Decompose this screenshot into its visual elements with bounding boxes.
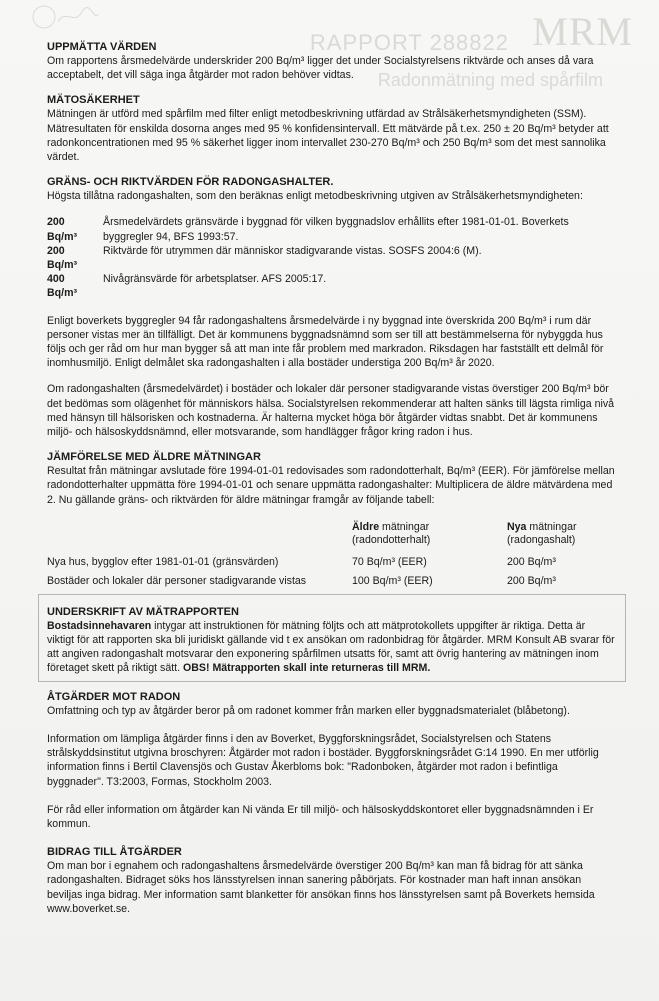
section-paragraph: För råd eller information om åtgärder kan Ni vända Er till miljö- och hälsoskyddskontoret eller byggnadsnämnden i Er kommun. — [47, 803, 594, 830]
section-title: BIDRAG TILL ÅTGÄRDER — [47, 846, 182, 859]
header-rest: mätningar — [379, 520, 430, 533]
limit-values-list — [47, 215, 615, 300]
section-body: intygar att instruktionen för mätning följts och att mätprotokollets uppgifter är riktiga. Detta är viktigt för att rapporten ska bli juridiskt gällande vid t ex ansökan om radonbidrag för åtgärder. MRM Konsult AB svarar för att angiven radongashalt motsvarar den exponering spårfilmen utsatts för, samt att övrig hantering av mätningen inom företaget skett på riktigt sätt. — [47, 619, 615, 675]
section-grants — [47, 845, 615, 916]
show-through-subtitle: Radonmätning med spårfilm — [377, 70, 603, 90]
limit-description: Nivågränsvärde för arbetsplatser. AFS 2005:17. — [103, 273, 327, 286]
section-radon-measures — [47, 690, 615, 831]
limit-description: Årsmedelvärdets gränsvärde i byggnad för vilken byggnadslov erhållits efter 1981-01-01. Boverkets byggregler 94, BFS 1993:57. — [103, 216, 569, 243]
limit-value: 400 Bq/m³ — [47, 273, 78, 300]
section-title: GRÄNS- OCH RIKTVÄRDEN FÖR RADONGASHALTER. — [47, 176, 334, 189]
section-text: Resultat från mätningar avslutade före 1994-01-01 redovisades som radondotterhalt, Bq/m³ (EER). För jämförelse mellan radondotterhalter uppmätta före 1994-01-01 och senare uppmätta radongashalter: Multiplicera de äldre mätvärdena med 2. Nu gällande gräns- och riktvärden för äldre mätningar framgår av följande tabell: — [47, 465, 615, 506]
table-header-new — [507, 521, 617, 548]
table-cell-new: 200 Bq/m³ — [507, 575, 556, 588]
show-through-logo: MRM — [532, 9, 633, 54]
section-text: Omfattning och typ av åtgärder beror på om radonet kommer från marken eller byggnadsmaterialet (blåbetong). — [47, 704, 570, 717]
show-through-stamp-icon — [30, 4, 100, 30]
section-comparison-older — [47, 450, 615, 589]
section-intro: Högsta tillåtna radongashalten, som den beräknas enligt metodbeskrivning utgiven av Strålsäkerhetsmyndigheten: — [47, 190, 583, 203]
table-cell-label: Bostäder och lokaler där personer stadigvarande vistas — [47, 575, 307, 588]
section-title: JÄMFÖRELSE MED ÄLDRE MÄTNINGAR — [47, 451, 261, 464]
section-title: MÄTOSÄKERHET — [47, 94, 140, 107]
section-lead: Bostadsinnehavaren — [47, 619, 152, 632]
limit-value: 200 Bq/m³ — [47, 244, 78, 272]
show-through-report-number: RAPPORT 288822 — [309, 30, 509, 55]
table-cell-old: 70 Bq/m³ (EER) — [352, 555, 427, 568]
section-title: UNDERSKRIFT AV MÄTRAPPORTEN — [47, 605, 239, 618]
section-paragraph: Enligt boverkets byggregler 94 får radongashaltens årsmedelvärde i ny byggnad inte överskrida 200 Bq/m³ i rum där personer vistas mer än tillfälligt. Det är kommunens byggnadsnämnd som ser till att bestämmelserna för nybyggda hus följs och ger råd om hur man bygger så att man inte får problem med markradon. Riksdagen har fastställt ett delmål för inomhusmiljö. Enligt delmålet ska radongashalten i alla bostäder understiga 200 Bq/m³ år 2020. — [47, 314, 604, 370]
section-text: Om man bor i egnahem och radongashaltens årsmedelvärde överstiger 200 Bq/m³ kan man få bidrag för att sänka radongashalten. Bidraget söks hos länsstyrelsen innan sanering påbörjats. För kostnader man haft innan ansökan beviljas inga bidrag. Mer information samt blanketter för ansökan finns hos länsstyrelsen samt på Boverkets hemsida www.boverket.se. — [47, 860, 595, 915]
header-bold: Äldre — [352, 520, 380, 533]
table-cell-new: 200 Bq/m³ — [507, 555, 556, 568]
header-rest: mätningar — [526, 520, 577, 533]
section-title: UPPMÄTTA VÄRDEN — [47, 41, 157, 53]
section-text: Om rapportens årsmedelvärde underskrider 200 Bq/m³ ligger det under Socialstyrelsens riktvärde och anses då vara acceptabelt, det vill säga inga åtgärder mot radon behöver vidtas. — [47, 55, 594, 82]
section-measured-values — [47, 40, 615, 82]
header-bold: Nya — [507, 520, 527, 533]
table-cell-old: 100 Bq/m³ (EER) — [352, 575, 433, 588]
return-warning: OBS! Mätrapporten skall inte returneras till MRM. — [183, 662, 431, 675]
table-cell-label: Nya hus, bygglov efter 1981-01-01 (gränsvärden) — [47, 555, 279, 568]
document-body — [47, 40, 615, 927]
section-paragraph: Om radongashalten (årsmedelvärdet) i bostäder och lokaler där personer stadigvarande vistas överstiger 200 Bq/m³ bör det bedömas som olägenhet för människors hälsa. Socialstyrelsen rekommenderar att halten sänks till lägsta rimliga nivå med hänsyn till hälsorisken och kostnaderna. Är halterna mycket höga bör åtgärder vidtas snabbt. Det är kommunens miljö- och hälsoskyddsnämnd, eller motsvarande, som handlägger frågor kring radon i hus. — [47, 383, 615, 439]
header-sub: (radondotterhalt) — [352, 534, 431, 547]
section-measurement-uncertainty — [47, 93, 615, 164]
limit-description: Riktvärde för utrymmen där människor stadigvarande vistas. SOSFS 2004:6 (M). — [103, 244, 482, 257]
table-header-empty — [47, 521, 352, 548]
section-text — [47, 619, 615, 676]
table-header-old — [352, 521, 507, 548]
section-paragraph: Information om lämpliga åtgärder finns i den av Boverket, Byggforskningsrådet, Socialstyrelsen och Statens strålskyddsinstitut utgivna broschyren: Åtgärder mot radon i bostäder. Byggforskningsrådet G:14 1990. En mer utförlig information finns i Bertil Clavensjös och Gustav Åkerbloms bok: "Radonboken, åtgärder mot radon i befintliga byggnader". T3:2003, Formas, Stockholm 2003. — [47, 732, 599, 788]
comparison-table — [47, 521, 615, 589]
limit-value: 200 Bq/m³ — [47, 216, 78, 243]
section-text: Mätningen är utförd med spårfilm med filter enligt metodbeskrivning utfärdad av Strålsäkerhetsmyndigheten (SSM). Mätresultaten för enskilda dosorna anges med 95 % konfidensintervall. Ett mätvärde på t.ex. 250 ± 20 Bq/m³ betyder att radonkoncentrationen med 95 % säkerhet ligger inom intervallet 230-270 Bq/m³ och 250 Bq/m³ som det mest sannolika värdet. — [47, 108, 609, 164]
section-limit-values — [47, 175, 615, 439]
header-sub: (radongashalt) — [507, 534, 576, 547]
section-title: ÅTGÄRDER MOT RADON — [47, 690, 181, 703]
section-signature — [47, 605, 615, 676]
